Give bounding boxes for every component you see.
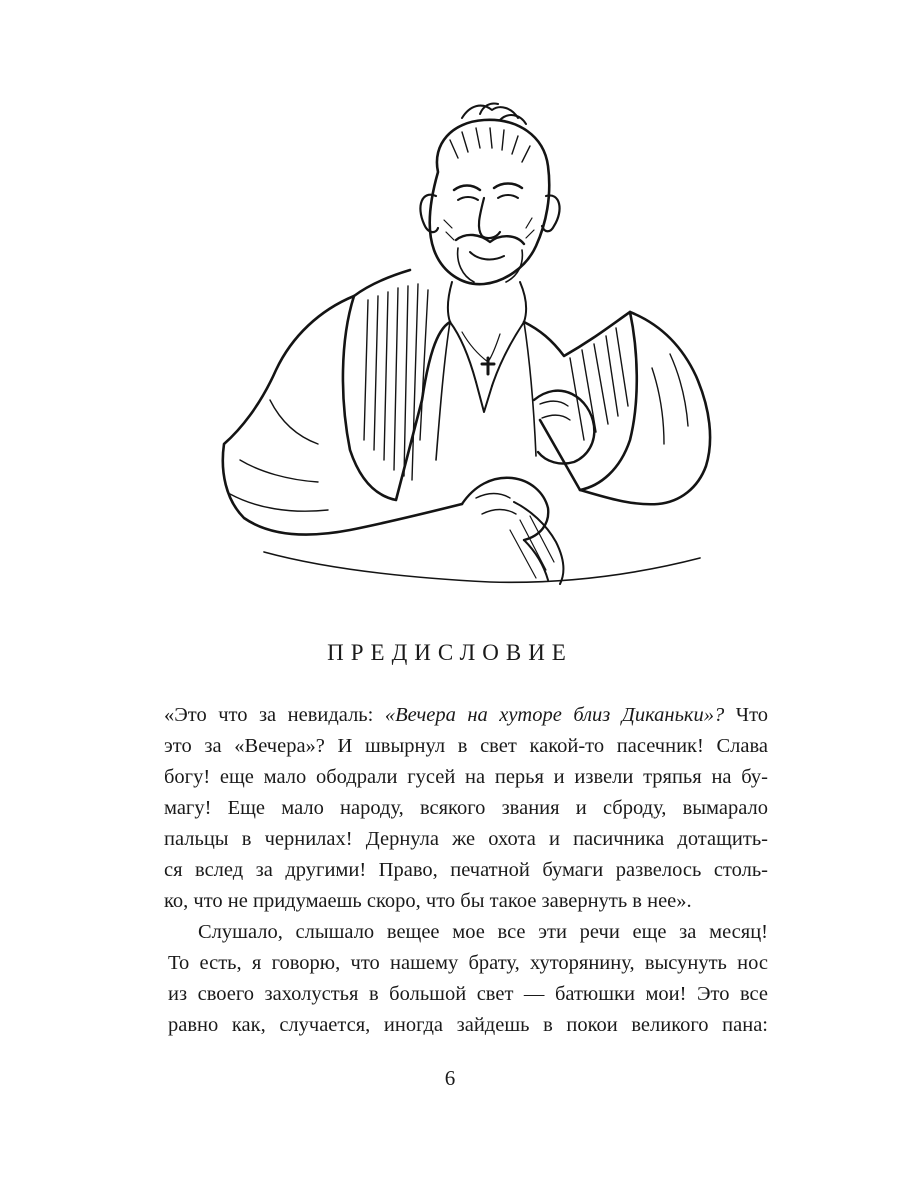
paragraph [164,700,768,917]
text-line [164,886,768,917]
text-line [164,762,768,793]
text-line [168,1010,768,1041]
text-line [164,824,768,855]
chapter-title: ПРЕДИСЛОВИЕ [327,640,573,665]
beekeeper-portrait-icon [200,100,730,590]
text-line [168,948,768,979]
text-fragment: богу! еще мало ободрали гусей на перья и извели тряпья на бу- [164,766,768,788]
text-fragment: это за «Вечера»? И швырнул в свет какой-то пасечник! Слава [164,735,768,757]
text-fragment: Слушало, слышало вещее мое все эти речи еще за месяц! [198,921,768,943]
text-fragment: То есть, я говорю, что нашему брату, хуторянину, высунуть нос [168,952,768,974]
text-fragment: Что [724,704,769,726]
text-fragment: ко, что не придумаешь скоро, что бы такое завернуть в нее». [164,890,692,912]
text-line [164,855,768,886]
text-line [164,793,768,824]
text-line [168,979,768,1010]
paragraph [168,917,768,1041]
text-line [164,731,768,762]
text-line [168,917,768,948]
text-fragment: «Это что за невидаль: [164,704,385,726]
body-text [164,700,769,1041]
book-title-italic: «Вечера на хуторе близ Диканьки»? [384,704,725,726]
text-fragment: ся вслед за другими! Право, печатной бумаги развелось столь- [164,859,768,881]
text-fragment: пальцы в чернилах! Дернула же охота и пасичника дотащить- [164,828,768,850]
text-line [164,700,768,731]
text-fragment: из своего захолустья в большой свет — батюшки мои! Это все [168,983,768,1005]
page-number: 6 [444,1066,456,1090]
text-fragment: равно как, случается, иногда зайдешь в покои великого пана: [168,1014,768,1036]
text-fragment: магу! Еще мало народу, всякого звания и сброду, вымарало [164,797,768,819]
